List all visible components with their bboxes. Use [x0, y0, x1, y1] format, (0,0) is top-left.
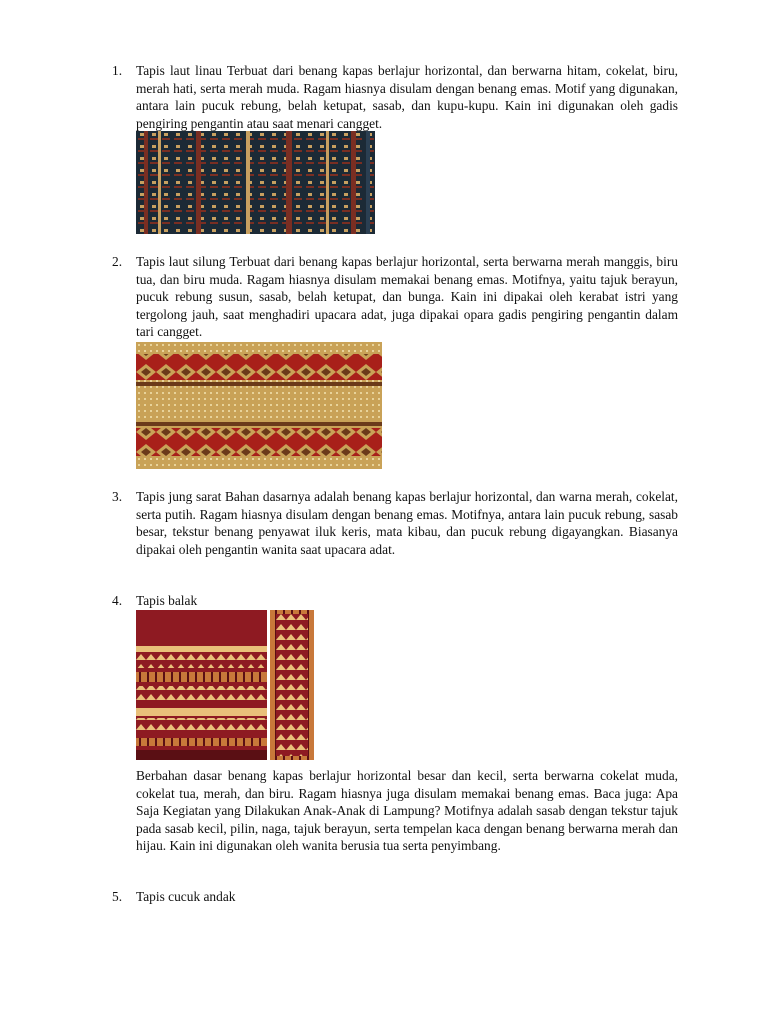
- item-text: Tapis laut silung Terbuat dari benang kapas berlajur horizontal, serta berwarna merah manggis, biru tua, dan biru muda. Ragam hiasnya disulam memakai benang emas. Motifnya, yaitu tajuk berayun, pucuk rebung susun, sasab, belah ketupat, dan bunga. Kain ini dipakai oleh kerabat istri yang tergolong jauh, saat menghadiri upacara adat, juga dipakai opara gadis pengiring pengantin dalam tari cangget.: [136, 254, 678, 340]
- item-title: Tapis cucuk andak: [136, 889, 236, 904]
- list-number: 5.: [112, 889, 123, 904]
- tapis-laut-linau-image: [136, 131, 375, 234]
- item-description: [112, 767, 678, 855]
- tapis-balak-image: [136, 610, 314, 765]
- list-number: 4.: [112, 593, 123, 608]
- tapis-laut-silung-image: [136, 342, 382, 469]
- list-item: [112, 592, 678, 610]
- list-number: 2.: [112, 254, 123, 269]
- list-number: 1.: [112, 63, 123, 78]
- list-item: [112, 62, 678, 132]
- list-number: 3.: [112, 489, 123, 504]
- item-text: Tapis laut linau Terbuat dari benang kapas berlajur horizontal, dan berwarna hitam, cokelat, biru, merah hati, serta merah muda. Ragam hiasnya disulam dengan benang emas. Motif yang digunakan, antara lain pucuk rebung, belah ketupat, sasab, dan kupu-kupu. Kain ini digunakan oleh gadis pengiring pengantin atau saat menari cangget.: [136, 63, 678, 131]
- item-title: Tapis balak: [136, 593, 198, 608]
- list-item: [112, 488, 678, 558]
- item-text: Berbahan dasar benang kapas berlajur horizontal besar dan kecil, serta berwarna cokelat muda, cokelat tua, merah, dan biru. Ragam hiasnya juga disulam memakai benang emas. Baca juga: Apa Saja Kegiatan yang Dilakukan Anak-Anak di Lampung? Motifnya adalah sasab dengan tekstur tajuk pada sasab kecil, pilin, naga, tajuk berayun, serta tempelan kaca dengan benang berwarna merah dan hijau. Kain ini digunakan oleh wanita berusia tua serta penyimbang.: [136, 768, 678, 854]
- list-item: [112, 253, 678, 341]
- item-text: Tapis jung sarat Bahan dasarnya adalah benang kapas berlajur horizontal, dan warna merah, cokelat, serta putih. Ragam hiasnya disulam dengan benang emas. Motifnya, antara lain pucuk rebung, sasab besar, tekstur benang penyawat iluk keris, mata kibau, dan pucuk rebung digayangkan. Biasanya dipakai oleh pengantin wanita saat upacara adat.: [136, 489, 678, 557]
- list-item: [112, 888, 678, 906]
